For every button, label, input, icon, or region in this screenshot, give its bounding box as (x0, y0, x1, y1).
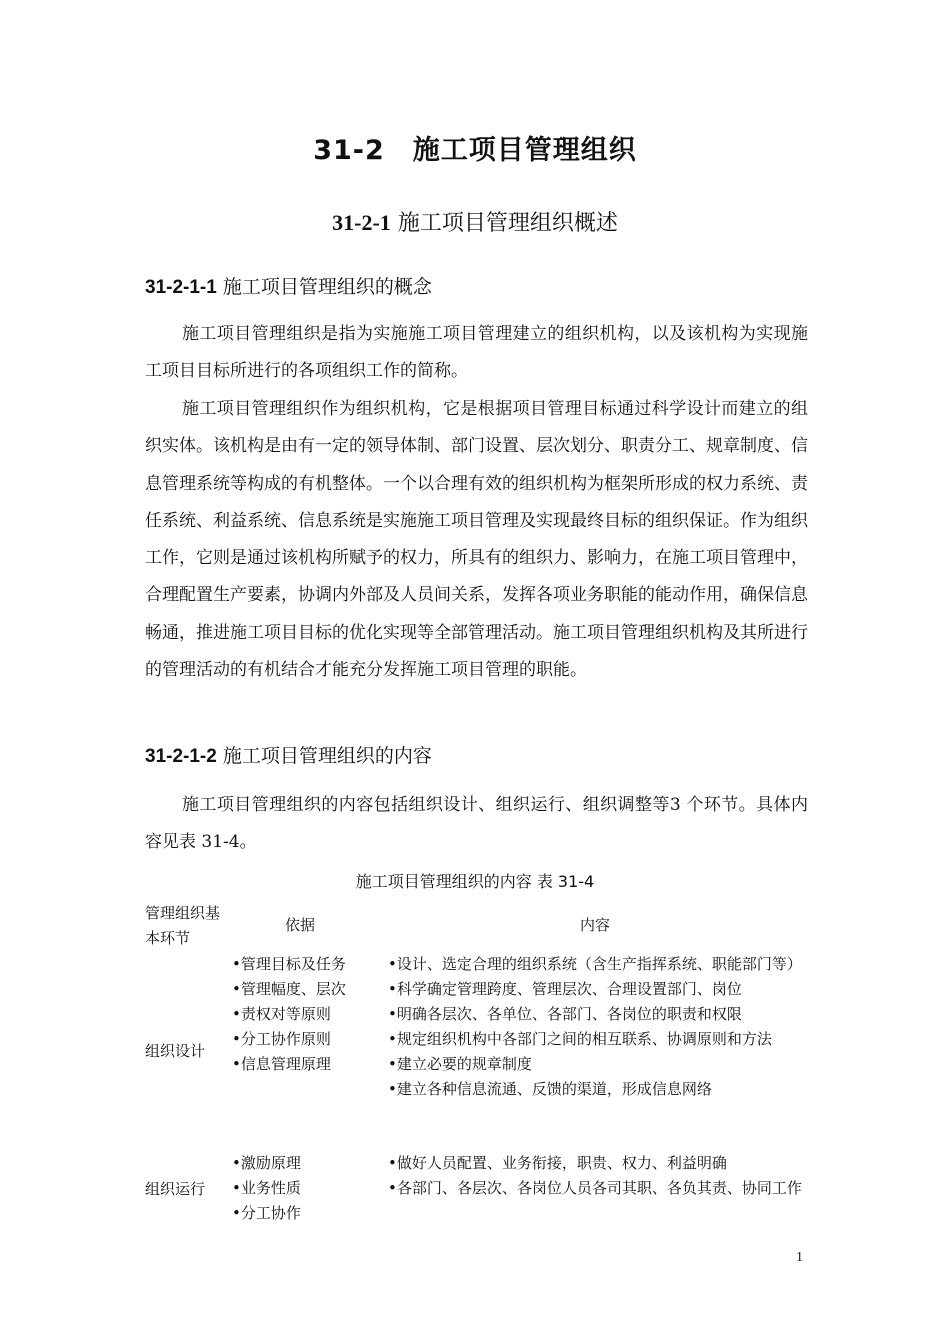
heading-content (145, 741, 432, 768)
content-item: •规定组织机构中各部门之间的相互联系、协调原则和方法 (388, 1030, 772, 1048)
paragraph-table-intro: 施工项目管理组织的内容包括组织设计、组织运行、组织调整等3 个环节。具体内容见表 31-4。 (145, 795, 808, 853)
content-item: •设计、选定合理的组织系统（含生产指挥系统、职能部门等） (388, 955, 802, 973)
basis-item: •管理幅度、层次 (232, 980, 346, 998)
basis-item: •管理目标及任务 (232, 955, 346, 973)
table-header-content: 内容 (580, 916, 611, 934)
content-item: •明确各层次、各单位、各部门、各岗位的职责和权限 (388, 1005, 742, 1023)
basis-item: •责权对等原则 (232, 1005, 331, 1023)
table-cell-stage: 组织运行 (145, 1180, 206, 1198)
content-item: •建立必要的规章制度 (388, 1055, 532, 1073)
table-caption: 施工项目管理组织的内容 表 31-4 (355, 872, 595, 891)
table-cell-stage: 组织设计 (145, 1042, 206, 1060)
basis-item: •分工协作 (232, 1204, 301, 1222)
heading-content-title: 施工项目管理组织的内容 (222, 745, 432, 767)
subsection-title: 施工项目管理组织概述 (397, 211, 618, 236)
table-cell-content (388, 952, 810, 1102)
content-item: •科学确定管理跨度、管理层次、合理设置部门、岗位 (388, 980, 742, 998)
heading-concept-number: 31-2-1-1 (145, 277, 217, 298)
basis-item: •分工协作原则 (232, 1030, 331, 1048)
table-header-stage: 管理组织基本环节 (145, 904, 221, 947)
subsection-heading (0, 206, 950, 237)
heading-content-number: 31-2-1-2 (145, 746, 217, 767)
table-cell-basis (232, 1151, 301, 1226)
paragraph-organization: 施工项目管理组织作为组织机构，它是根据项目管理目标通过科学设计而建立的组织实体。该机构是由有一定的领导体制、部门设置、层次划分、职责分工、规章制度、信息管理系统等构成的有机整体。一个以合理有效的组织机构为框架所形成的权力系统、责任系统、利益系统、信息系统是实施施工项目管理及实现最终目标的组织保证。作为组织工作，它则是通过该机构所赋予的权力，所具有的组织力、影响力，在施工项目管理中，合理配置生产要素，协调内外部及人员间关系，发挥各项业务职能的能动作用，确保信息畅通，推进施工项目目标的优化实现等全部管理活动。施工项目管理组织机构及其所进行的管理活动的有机结合才能充分发挥施工项目管理的职能。 (145, 399, 808, 681)
basis-item: •信息管理原理 (232, 1055, 331, 1073)
content-item: •各部门、各层次、各岗位人员各司其职、各负其责、协同工作 (388, 1179, 802, 1197)
section-title: 31-2 施工项目管理组织 (313, 135, 637, 166)
table-header-basis: 依据 (285, 916, 316, 934)
table-cell-content (388, 1151, 810, 1201)
heading-concept (145, 272, 432, 299)
paragraph-definition: 施工项目管理组织是指为实施施工项目管理建立的组织机构，以及该机构为实现施工项目目标所进行的各项组织工作的简称。 (145, 324, 808, 382)
basis-item: •业务性质 (232, 1179, 301, 1197)
table-cell-basis (232, 952, 346, 1077)
subsection-number: 31-2-1 (332, 210, 391, 235)
page-number: 1 (796, 1250, 803, 1265)
content-item: •做好人员配置、业务衔接，职贵、权力、利益明确 (388, 1154, 727, 1172)
basis-item: •激励原理 (232, 1154, 301, 1172)
heading-concept-title: 施工项目管理组织的概念 (222, 276, 432, 298)
content-item: •建立各种信息流通、反馈的渠道，形成信息网络 (388, 1080, 712, 1098)
